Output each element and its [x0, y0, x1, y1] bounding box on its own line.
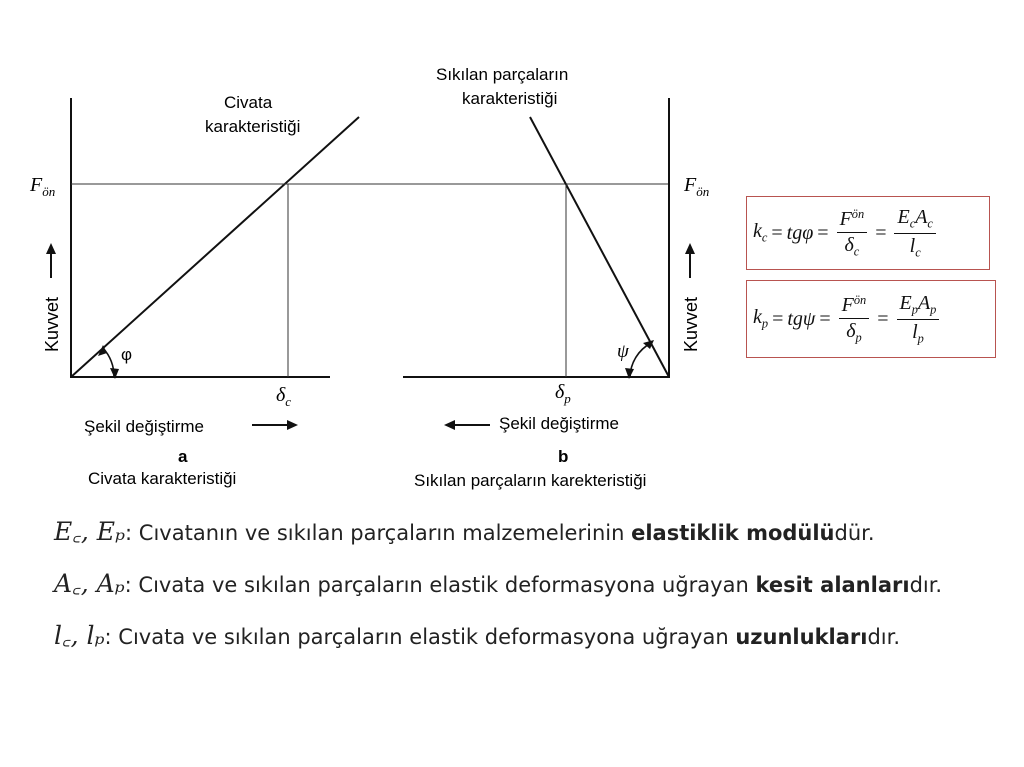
description-line-length	[54, 618, 900, 652]
description-line-area	[54, 566, 942, 600]
right-delta-p-label: $\delta_p$	[555, 381, 571, 406]
left-y-arrow-icon	[46, 243, 56, 278]
description-math: E꜀, Eₚ	[54, 517, 126, 546]
right-x-axis-label: Şekil değiştirme	[499, 414, 619, 433]
left-curve-label-2: karakteristiği	[205, 117, 301, 136]
description-keyword: elastiklik modülü	[631, 521, 835, 545]
description-text: : Cıvatanın ve sıkılan parçaların malzemelerinin	[125, 521, 632, 545]
description-line-modulus	[54, 514, 875, 548]
left-curve-label-1: Civata	[224, 93, 273, 112]
left-f-on-label: $F_{ön}$	[30, 174, 56, 199]
ea-over-l-fraction: $\frac{E_pA_p}{l_p}$	[897, 293, 940, 345]
svg-text:Kuvvet: Kuvvet	[681, 296, 701, 352]
description-suffix: dür.	[834, 521, 875, 545]
equals-sign: =	[875, 221, 887, 244]
left-panel-letter: a	[178, 447, 188, 466]
right-x-arrow-icon	[444, 420, 490, 430]
parts-characteristic-line	[530, 117, 669, 377]
formula-tg: tgφ	[786, 221, 814, 244]
left-delta-c-label: $\delta_c$	[276, 384, 292, 409]
equals-sign: =	[772, 307, 784, 330]
bolt-characteristic-line	[71, 117, 359, 377]
description-keyword: uzunlukları	[735, 625, 868, 649]
formula-tg: tgψ	[787, 307, 816, 330]
right-panel-letter: b	[558, 447, 569, 466]
force-over-deflection-fraction: $\frac{F^{ön}}{\delta_c}$	[837, 208, 868, 258]
right-psi-symbol: ψ	[617, 341, 629, 362]
right-y-axis-label	[681, 297, 701, 352]
equals-sign: =	[817, 221, 829, 244]
equals-sign: =	[771, 221, 783, 244]
right-psi-arc	[630, 343, 651, 377]
svg-text:Kuvvet: Kuvvet	[42, 296, 62, 352]
equals-sign: =	[819, 307, 831, 330]
ea-over-l-fraction: $\frac{E_cA_c}{l_c}$	[894, 207, 935, 259]
bolt-stiffness-formula	[746, 196, 990, 270]
description-math: A꜀, Aₚ	[54, 569, 125, 598]
left-x-axis-label: Şekil değiştirme	[84, 417, 204, 436]
right-y-arrow-icon	[685, 243, 695, 278]
right-caption: Sıkılan parçaların karekteristiği	[414, 471, 647, 490]
right-curve-label-1: Sıkılan parçaların	[436, 65, 569, 84]
description-text: : Cıvata ve sıkılan parçaların elastik deformasyona uğrayan	[124, 573, 756, 597]
left-y-axis-label	[42, 297, 62, 352]
description-keyword: kesit alanları	[755, 573, 910, 597]
description-math: l꜀, lₚ	[54, 621, 105, 650]
left-x-arrow-icon	[252, 420, 298, 430]
parts-stiffness-formula	[746, 280, 996, 358]
equals-sign: =	[877, 307, 889, 330]
left-caption: Civata karakteristiği	[88, 469, 237, 488]
force-over-deflection-fraction: $\frac{F^{ön}}{\delta_p}$	[839, 294, 870, 344]
right-f-on-label: $F_{ön}$	[684, 174, 710, 199]
description-suffix: dır.	[909, 573, 943, 597]
description-text: : Cıvata ve sıkılan parçaların elastik deformasyona uğrayan	[104, 625, 736, 649]
right-curve-label-2: karakteristiği	[462, 89, 558, 108]
description-suffix: dır.	[867, 625, 901, 649]
formula-lhs: $k_p$	[753, 306, 769, 331]
left-phi-symbol: φ	[121, 345, 133, 364]
formula-lhs: $k_c$	[753, 220, 768, 245]
